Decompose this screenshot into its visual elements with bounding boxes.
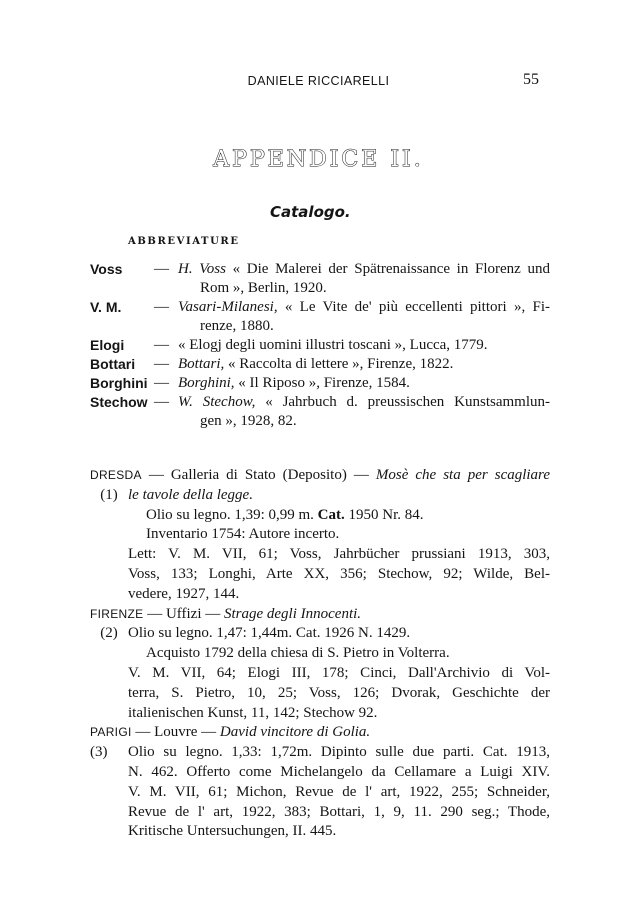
entry-number: (2)	[100, 625, 118, 642]
abbreviation-text	[176, 355, 550, 374]
abbreviation-text	[176, 260, 550, 298]
abbreviation-continuation: Rom », Berlin, 1920.	[200, 280, 327, 296]
entry-literature-line: italienischen Kunst, 11, 142; Stechow 92.	[128, 704, 378, 721]
entry-heading	[90, 723, 550, 743]
abbreviation-dash: —	[154, 356, 169, 372]
abbreviation-entry	[90, 260, 550, 298]
entry-place: FIRENZE	[90, 606, 144, 621]
entry-medium	[90, 743, 550, 763]
entry-detail-line: N. 462. Offerto come Michelangelo da Cellamare a Luigi XIV.	[128, 763, 550, 780]
entry-medium-text: Olio su legno. 1,47: 1,44m. Cat. 1926 N. 1429.	[128, 625, 411, 642]
abbreviation-entry	[90, 336, 550, 355]
page-number: 55	[523, 71, 539, 88]
abbreviation-line	[178, 355, 550, 374]
abbreviation-key: Voss	[90, 261, 123, 277]
abbreviation-dash: —	[154, 337, 169, 353]
abbreviation-text	[176, 336, 550, 355]
entry-literature-line: V. M. VII, 64; Elogi III, 178; Cinci, Dall'Archivio di Vol-	[128, 664, 550, 681]
catalog-entry	[90, 605, 550, 724]
abbreviation-key: Bottari	[90, 356, 136, 372]
entry-medium	[90, 624, 550, 644]
entry-literature-line: terra, S. Pietro, 10, 25; Voss, 126; Dvorak, Geschichte der	[128, 684, 550, 701]
entry-location: — Uffizi —	[143, 605, 224, 622]
entry-cat-number: 1950 Nr. 84.	[344, 506, 424, 523]
entry-literature-line: vedere, 1927, 144.	[128, 585, 240, 602]
entry-literature-line: Kritische Untersuchungen, II. 445.	[128, 823, 337, 840]
abbreviation-entry	[90, 374, 550, 393]
abbreviation-dash: —	[154, 261, 169, 277]
abbreviation-author: Borghini,	[178, 375, 235, 391]
abbreviations-heading: ABBREVIATURE	[128, 236, 240, 247]
abbreviation-author: Bottari,	[178, 356, 225, 372]
abbreviation-line	[178, 374, 550, 393]
entry-title: Strage degli Innocenti.	[223, 605, 362, 622]
entry-literature-line: V. M. VII, 61; Michon, Revue de l' art, 1922, 255; Schneider,	[128, 783, 550, 800]
abbreviation-text	[176, 298, 550, 336]
abbreviation-author: Vasari-Milanesi,	[178, 299, 278, 315]
abbreviation-continuation: gen », 1928, 82.	[200, 413, 297, 429]
abbreviation-entry	[90, 298, 550, 336]
catalog-subtitle: Catalogo.	[270, 203, 351, 221]
abbreviation-text	[176, 374, 550, 393]
entry-number: (3)	[90, 744, 108, 761]
abbreviation-entry	[90, 393, 550, 431]
entry-number: (1)	[100, 486, 118, 503]
abbreviation-desc: « Jahrbuch d. preussischen Kunstsammlun-	[255, 394, 550, 410]
abbreviation-dash: —	[154, 394, 169, 410]
catalog-entry	[90, 466, 550, 605]
abbreviation-line	[178, 298, 550, 317]
abbreviation-desc: « Le Vite de' più eccellenti pittori », Fi-	[277, 299, 550, 315]
entry-place: DRESDA	[90, 468, 142, 482]
abbreviation-dash: —	[154, 375, 169, 391]
entry-title: David vincitore di Golia.	[219, 724, 371, 741]
abbreviation-line: « Elogj degli uomini illustri toscani », Lucca, 1779.	[178, 337, 488, 353]
entry-provenance: Inventario 1754: Autore incerto.	[146, 526, 340, 543]
entry-location: — Louvre —	[131, 724, 220, 741]
abbreviation-text	[176, 393, 550, 431]
abbreviation-entry	[90, 355, 550, 374]
abbreviation-key: Stechow	[90, 394, 148, 410]
entry-medium	[90, 506, 550, 526]
abbreviation-dash: —	[154, 299, 169, 315]
abbreviation-desc: « Raccolta di lettere », Firenze, 1822.	[224, 356, 454, 372]
entry-cat-label: Cat.	[317, 506, 345, 523]
entry-provenance: Acquisto 1792 della chiesa di S. Pietro in Volterra.	[146, 645, 450, 662]
appendix-title: APPENDICE II.	[213, 147, 424, 172]
abbreviations-list	[90, 260, 550, 431]
abbreviation-line	[178, 393, 550, 412]
entry-literature-line: Lett: V. M. VII, 61; Voss, Jahrbücher prussiani 1913, 303,	[128, 546, 550, 563]
entry-title-continued: le tavole della legge.	[128, 486, 253, 503]
abbreviation-line	[178, 260, 550, 279]
entry-heading	[90, 605, 550, 625]
abbreviation-key: V. M.	[90, 299, 122, 315]
entry-place: PARIGI	[90, 725, 132, 740]
entry-literature-line: Voss, 133; Longhi, Arte XX, 356; Stechow, 92; Wilde, Bel-	[128, 565, 550, 582]
abbreviation-key: Borghini	[90, 375, 148, 391]
abbreviation-author: H. Voss	[178, 261, 226, 277]
running-title: DANIELE RICCIARELLI	[247, 74, 390, 88]
entry-detail-line: Olio su legno. 1,33: 1,72m. Dipinto sulle due parti. Cat. 1913,	[128, 744, 550, 761]
abbreviation-desc: « Il Riposo », Firenze, 1584.	[234, 375, 410, 391]
entry-title: Mosè che sta per scagliare	[375, 467, 551, 483]
abbreviation-author: W. Stechow,	[178, 394, 256, 410]
entry-heading	[90, 466, 550, 486]
catalog-entry	[90, 723, 550, 842]
entry-literature-line: Revue de l' art, 1922, 383; Bottari, 1, 9, 11. 290 seg.; Thode,	[128, 803, 550, 820]
entry-title-line	[90, 486, 550, 506]
abbreviation-continuation: renze, 1880.	[200, 318, 274, 334]
entry-location: — Galleria di Stato (Deposito) —	[141, 467, 376, 483]
entry-medium-text: Olio su legno. 1,39: 0,99 m.	[146, 506, 318, 523]
abbreviation-key: Elogi	[90, 337, 125, 353]
catalog-entries	[90, 466, 550, 842]
abbreviation-desc: « Die Malerei der Spätrenaissance in Florenz und	[225, 261, 551, 277]
running-head	[0, 71, 637, 94]
